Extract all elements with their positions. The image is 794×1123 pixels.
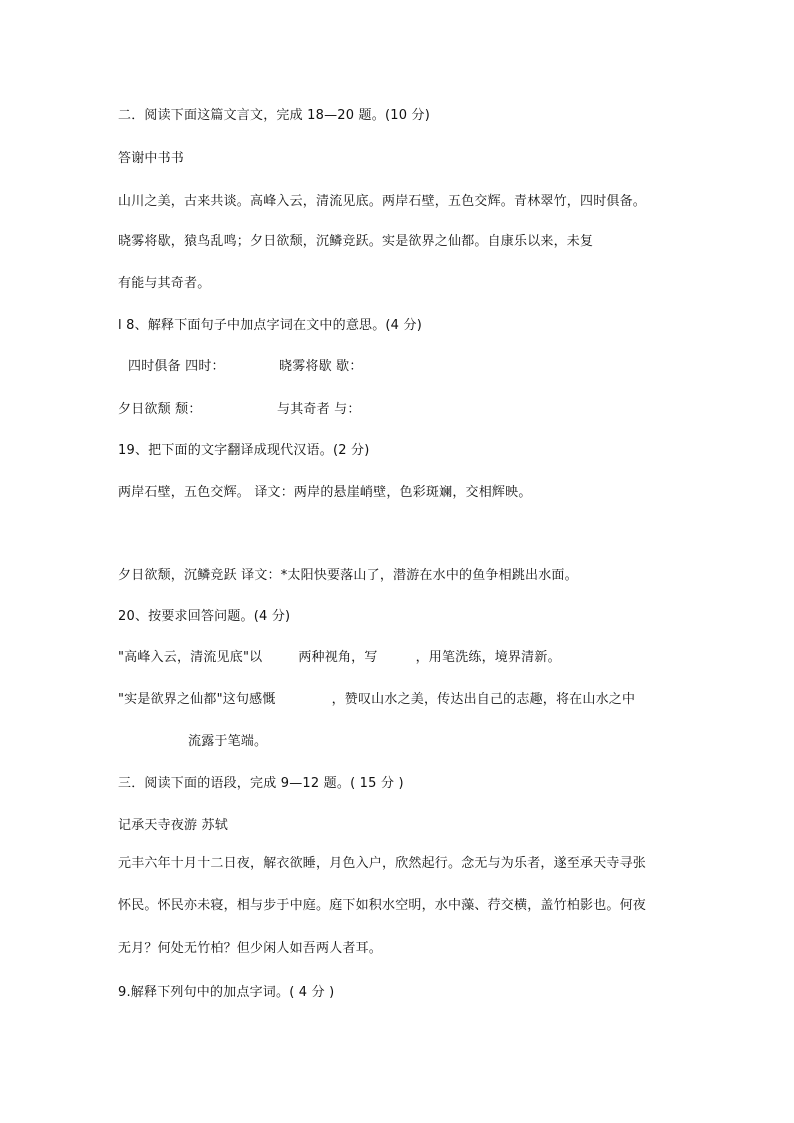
q20-item-2 (118, 692, 635, 708)
q19-item-2: 夕日欲颓，沉鳞竞跃 译文：*太阳快要落山了，潜游在水中的鱼争相跳出水面。 (118, 568, 578, 583)
section2-passage-line-2: 晓雾将歇，猿鸟乱鸣；夕日欲颓，沉鳞竞跃。实是欲界之仙都。自康乐以来，未复 (118, 234, 594, 249)
q20-item-1-part-c: ，用笔洗练，境界清新。 (415, 650, 561, 665)
q18-prompt: l 8、解释下面句子中加点字词在文中的意思。(4 分) (118, 318, 422, 333)
section2-passage-line-3: 有能与其奇者。 (118, 276, 211, 291)
q20-item-2-part-a: "实是欲界之仙都"这句感慨 (118, 692, 276, 707)
q19-prompt: 19、把下面的文字翻译成现代汉语。(2 分) (118, 443, 370, 458)
section2-passage-line-1: 山川之美，古来共谈。高峰入云，清流见底。两岸石壁，五色交辉。青林翠竹，四时俱备。 (118, 194, 647, 209)
q18-row1-left: 四时俱备 四时： (128, 359, 225, 374)
section2-heading: 二．阅读下面这篇文言文，完成 18—20 题。(10 分) (118, 108, 430, 123)
q20-item-1-part-b: 两种视角，写 (298, 650, 378, 665)
q20-item-2-part-b: ，赞叹山水之美，传达出自己的志趣，将在山水之中 (331, 692, 636, 707)
section3-passage-line-2: 怀民。怀民亦未寝，相与步于中庭。庭下如积水空明，水中藻、荇交横，盖竹柏影也。何夜 (118, 898, 647, 913)
q19-item-1: 两岸石壁，五色交辉。 译文：两岸的悬崖峭壁，色彩斑斓，交相辉映。 (118, 485, 532, 500)
q20-prompt: 20、按要求回答问题。(4 分) (118, 609, 291, 624)
q9-prompt: 9.解释下列句中的加点字词。( 4 分 ) (118, 985, 335, 1000)
section3-passage-line-1: 元丰六年十月十二日夜，解衣欲睡，月色入户，欣然起行。念无与为乐者，遂至承天寺寻张 (118, 856, 647, 871)
q20-item-1-part-a: "高峰入云，清流见底"以 (118, 650, 263, 665)
section3-passage-line-3: 无月？何处无竹柏？但少闲人如吾两人者耳。 (118, 941, 383, 956)
q18-row2-left: 夕日欲颓 颓： (118, 402, 202, 417)
q20-item-1 (118, 650, 561, 666)
section3-heading: 三．阅读下面的语段，完成 9—12 题。( 15 分 ) (118, 776, 404, 791)
q20-item-2-continued: 流露于笔端。 (188, 734, 268, 749)
q18-row2-right: 与其奇者 与： (277, 402, 361, 417)
section2-title: 答谢中书书 (118, 151, 185, 166)
section3-title: 记承天寺夜游 苏轼 (118, 818, 228, 833)
q18-row1-right: 晓雾将歇 歇： (279, 359, 363, 374)
